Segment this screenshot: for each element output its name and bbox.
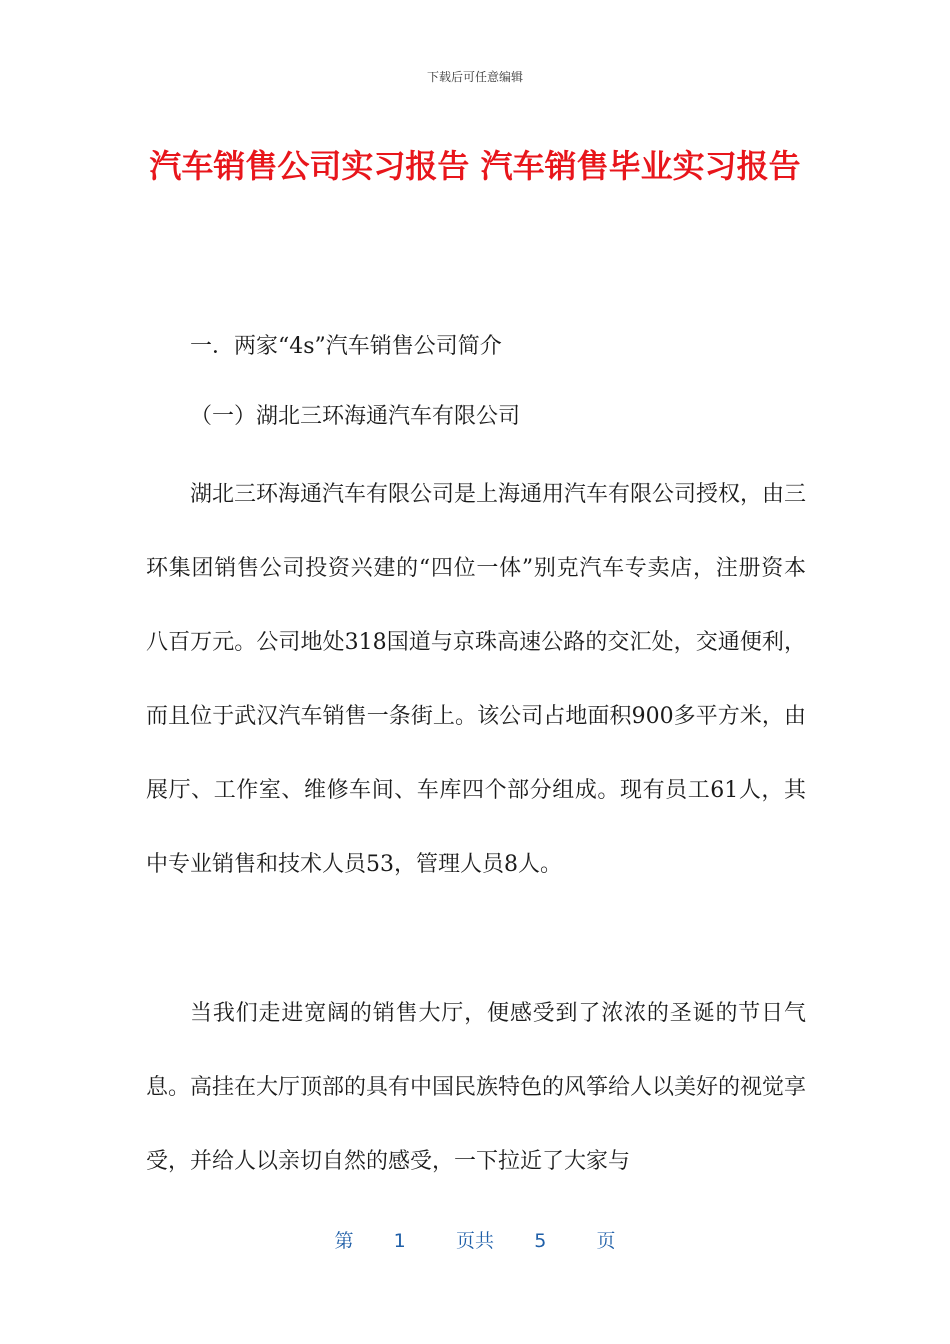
body-paragraph: 当我们走进宽阔的销售大厅，便感受到了浓浓的圣诞的节日气息。高挂在大厅顶部的具有中国民族特色的风筝给人以美好的视觉享受，并给人以亲切自然的感受，一下拉近了大家与 [146,1001,807,1174]
page-footer [0,1226,950,1253]
subsection-heading: （一）湖北三环海通汽车有限公司 [190,404,521,429]
page-header-note: 下载后可任意编辑 [426,70,523,84]
footer-page-label: 第 [334,1230,354,1252]
section-heading: 一．两家“4s”汽车销售公司简介 [190,334,502,359]
footer-page-number: 1 [393,1230,406,1252]
body-paragraph: 湖北三环海通汽车有限公司是上海通用汽车有限公司授权，由三环集团销售公司投资兴建的“四位一体”别克汽车专卖店，注册资本八百万元。公司地处318国道与京珠高速公路的交汇处，交通便利，而且位于武汉汽车销售一条街上。该公司占地面积900多平方米，由展厅、工作室、维修车间、车库四个部分组成。现有员工61人，其中专业销售和技术人员53，管理人员8人。 [146,482,807,877]
footer-total-label: 页共 [455,1230,494,1252]
footer-total-pages: 5 [534,1230,547,1252]
footer-page-suffix: 页 [596,1230,616,1252]
document-title: 汽车销售公司实习报告 汽车销售毕业实习报告 [149,147,801,185]
